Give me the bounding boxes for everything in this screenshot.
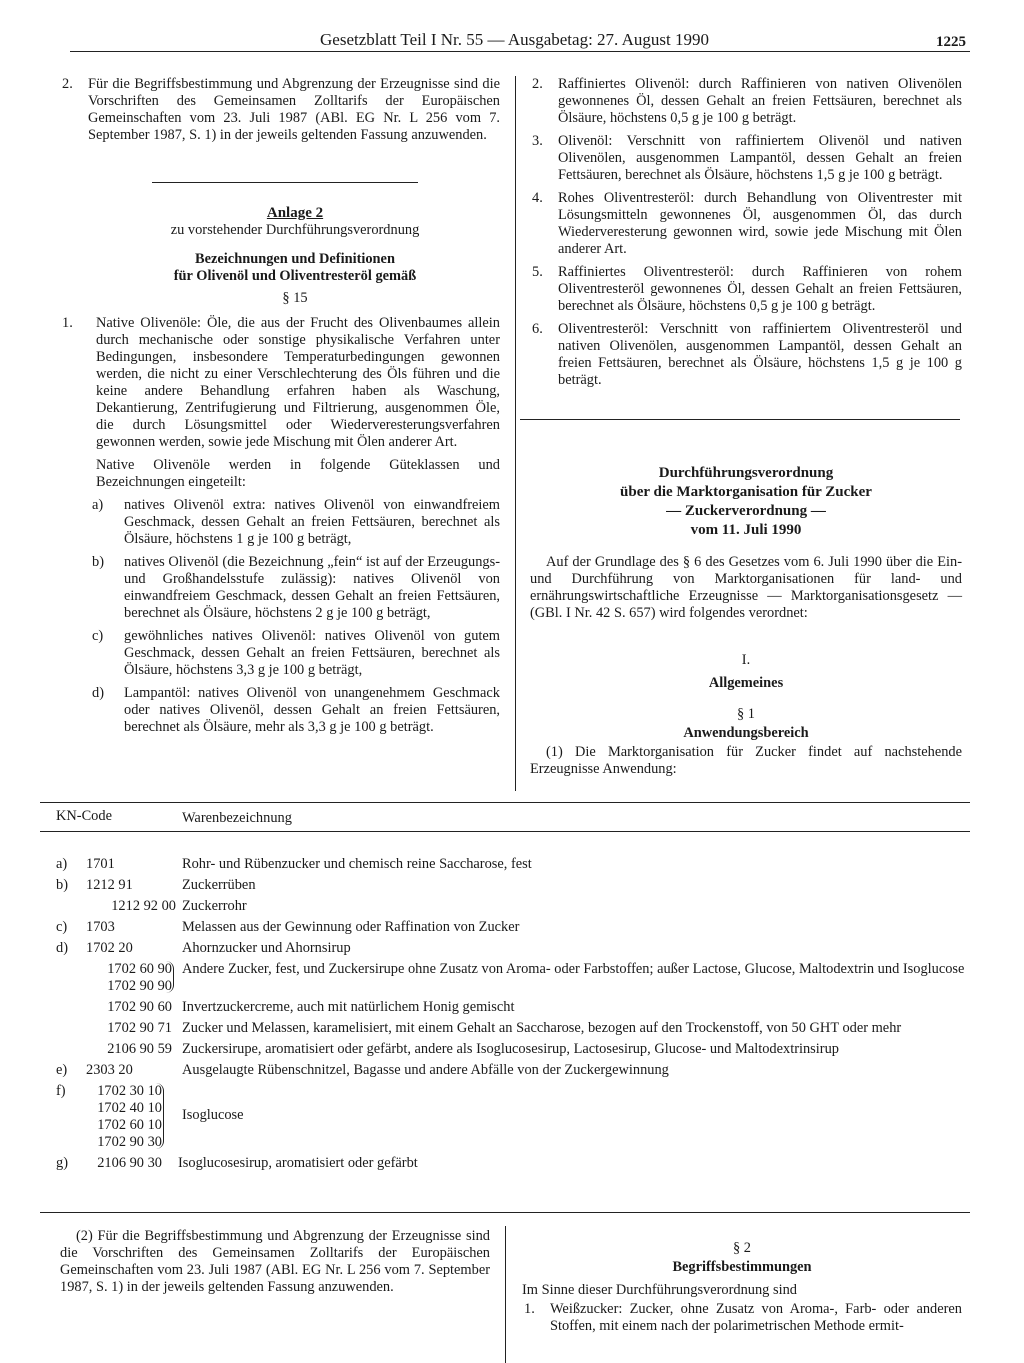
row-code: 2106 90 30: [97, 1155, 162, 1171]
gazette-title: Gesetzblatt Teil I Nr. 55 — Ausgabetag: 27. August 1990: [320, 30, 709, 49]
divider: [152, 182, 418, 183]
list-item: [530, 76, 962, 127]
item-text: Weißzucker: Zucker, ohne Zusatz von Aroma-, Farb- oder anderen Stoffen, mit einem nach der polarimetrischen Methode ermit-: [550, 1301, 962, 1334]
section-title: Allgemeines: [708, 675, 784, 691]
table-body: [40, 856, 970, 1176]
row-code: 1702 90 71: [107, 1020, 172, 1036]
row-description: Ahornzucker und Ahornsirup: [182, 940, 351, 956]
row-code: 1702 60 90: [107, 961, 172, 977]
decree-title-line1: Durchführungsverordnung: [658, 465, 834, 481]
row-code: 1702 40 10: [97, 1100, 162, 1116]
bottom-left-column: [60, 1228, 490, 1302]
item-text: Raffiniertes Oliventresteröl: durch Raffinieren von rohem Oliventresteröl gewonnenes Öl, dessen Gehalt an freien Fettsäuren, berechnet als Ölsäure, höchstens 0,5 g je 100 g beträgt.: [558, 264, 962, 314]
row-code: 1702 90 60: [107, 999, 172, 1015]
brace-icon: [156, 1083, 164, 1149]
product-table: [40, 802, 970, 1171]
sub-item-letter: d): [92, 685, 104, 701]
anlage-heading: [60, 205, 500, 239]
row-code: 1212 91: [86, 877, 133, 893]
row-codes: [72, 999, 172, 1016]
row-code: 1702 90 30: [97, 1134, 162, 1150]
column-divider: [515, 76, 516, 791]
row-letter: g): [56, 1155, 68, 1171]
row-code: 1702 60 10: [97, 1117, 162, 1133]
row-codes: [86, 877, 186, 894]
item-number: 3.: [532, 133, 543, 149]
list-item: [60, 315, 500, 491]
row-description: Ausgelaugte Rübenschnitzel, Bagasse und andere Abfälle von der Zuckergewinnung: [182, 1062, 669, 1078]
column-header-description: Warenbezeichnung: [182, 810, 292, 826]
row-letter: c): [56, 919, 68, 935]
item-number: 5.: [532, 264, 543, 280]
table-row: [40, 919, 970, 936]
table-row: [40, 1041, 970, 1058]
row-description: Zucker und Melassen, karamelisiert, mit einem Gehalt an Saccharose, bezogen auf den Trockenstoff, von 50 GHT oder mehr: [182, 1020, 902, 1036]
sub-item-text: natives Olivenöl extra: natives Olivenöl von einwandfreiem Geschmack, dessen Gehalt an freien Fettsäuren, berechnet als Ölsäure, höchstens 1 g je 100 g beträgt,: [124, 497, 500, 547]
row-codes: [86, 919, 186, 936]
table-row: [40, 877, 970, 894]
item-text: Olivenöl: Verschnitt von raffiniertem Olivenöl und nativen Olivenölen, ausgenommen Lampantöl, dessen Gehalt an freien Fettsäuren, berechnet als Ölsäure, höchstens 1,5 g je 100 g beträgt.: [558, 133, 962, 183]
definitions-title-line1: Bezeichnungen und Definitionen: [195, 251, 395, 267]
definitions-heading: [60, 251, 500, 285]
item-number: 2.: [532, 76, 543, 92]
row-description: Zuckerrohr: [182, 898, 247, 914]
row-codes: [76, 898, 176, 915]
row-codes: [62, 1155, 162, 1172]
anlage-subtitle: zu vorstehender Durchführungsverordnung: [170, 222, 420, 238]
item-number: 1.: [62, 315, 73, 331]
section-marker: § 15: [282, 290, 308, 306]
paragraph-text: (2) Für die Begriffsbestimmung und Abgrenzung der Erzeugnisse sind die Vorschriften des Gemeinsamen Zolltarifs der Europäischen Gemeinschaften vom 23. Juli 1987 (ABl. EG Nr. L 256 vom 7. September 1987, S. 1) in der jeweils geltenden Fassung anzuwenden.: [60, 1228, 490, 1295]
paragraph-marker: § 2: [733, 1240, 751, 1256]
decree-title-line2: über die Marktorganisation für Zucker: [620, 484, 872, 500]
brace-icon: [166, 961, 174, 993]
sub-item-letter: c): [92, 628, 104, 644]
row-code: 1702 20: [86, 940, 133, 956]
row-codes: [72, 1020, 172, 1037]
row-description: Rohr- und Rübenzucker und chemisch reine Saccharose, fest: [182, 856, 532, 872]
row-description: Andere Zucker, fest, und Zuckersirupe ohne Zusatz von Aroma- oder Farbstoffen; außer Lactose, Glucose, Maltodextrin und Isoglucose: [182, 961, 965, 977]
list-item: [522, 1301, 962, 1335]
row-code: 1701: [86, 856, 115, 872]
row-description: Melassen aus der Gewinnung oder Raffination von Zucker: [182, 919, 520, 935]
row-code: 2106 90 59: [107, 1041, 172, 1057]
bottom-right-column: [522, 1228, 962, 1337]
list-item: [530, 321, 962, 389]
row-letter: d): [56, 940, 68, 956]
item-text: Native Olivenöle: Öle, die aus der Frucht des Olivenbaumes allein durch mechanische oder sonstige physikalische Verfahren unter Bedingungen, insbesondere Temperaturbedingungen gewonnen werden, die nicht zu einer Verschlechterung des Öls führen und die keine andere Behandlung erfahren haben als Waschung, Dekantierung, Zentrifugierung und Filtrierung, ausgenommen Öle, die durch Lösungsmittel oder Wiederveresterungsverfahren gewonnen werden, sowie jede Mischung mit Ölen anderer Art.: [96, 315, 500, 450]
section-number: I.: [741, 652, 751, 668]
sub-item-text: gewöhnliches natives Olivenöl: natives Olivenöl von gutem Geschmack, dessen Gehalt an freien Fettsäuren, berechnet als Ölsäure, höchstens 3,3 g je 100 g beträgt,: [124, 628, 500, 678]
anlage-title: Anlage 2: [266, 205, 324, 221]
row-codes: [72, 1041, 172, 1058]
sub-item: [60, 497, 500, 548]
item-number: 1.: [524, 1301, 535, 1317]
row-codes: [62, 1083, 162, 1151]
table-row: [40, 1020, 970, 1037]
sub-item: [60, 554, 500, 622]
row-codes: [86, 940, 186, 957]
item-text: Raffiniertes Olivenöl: durch Raffinieren von nativen Olivenölen gewonnenes Öl, dessen Gehalt an freien Fettsäuren, berechnet als Ölsäure, höchstens 0,5 g je 100 g beträgt.: [558, 76, 962, 126]
item-number: 4.: [532, 190, 543, 206]
list-item: [530, 190, 962, 258]
paragraph-title: Anwendungsbereich: [683, 725, 809, 741]
sub-item-letter: b): [92, 554, 104, 570]
table-header: [40, 802, 970, 832]
page-header: [70, 30, 970, 52]
sub-item-text: Lampantöl: natives Olivenöl von unangenehmem Geschmack oder natives Olivenöl, dessen Gehalt an freien Fettsäuren, berechnet als Ölsäure, mehr als 3,3 g je 100 g beträgt.: [124, 685, 500, 735]
row-code: 1702 90 90: [107, 978, 172, 994]
right-column: [530, 76, 962, 784]
item-text: Rohes Oliventresteröl: durch Behandlung von Oliventrester mit Lösungsmitteln gewonnenes Öl, ausgenommen Öl, das durch Wiederveresterung gewonnen wird, sowie jede Mischung mit Ölen anderer Art.: [558, 190, 962, 257]
paragraph-text: (1) Die Marktorganisation für Zucker findet auf nachstehende Erzeugnisse Anwendung:: [530, 744, 962, 777]
item-text: Für die Begriffsbestimmung und Abgrenzung der Erzeugnisse sind die Vorschriften des Gemeinsamen Zolltarifs der Europäischen Gemeinschaften vom 23. Juli 1987 (ABl. EG Nr. L 256 vom 7. September 1987, S. 1) in der jeweils geltenden Fassung anzuwenden.: [88, 76, 500, 143]
table-row: [40, 856, 970, 873]
row-letter: a): [56, 856, 68, 872]
table-row: [40, 999, 970, 1016]
column-header-code: KN-Code: [56, 808, 112, 824]
paragraph-intro: Im Sinne dieser Durchführungsverordnung sind: [522, 1282, 797, 1298]
list-item: [60, 76, 500, 144]
sub-item-letter: a): [92, 497, 104, 513]
item-number: 6.: [532, 321, 543, 337]
left-column: [60, 76, 500, 742]
row-letter: b): [56, 877, 68, 893]
decree-heading: [530, 464, 962, 540]
decree-intro: Auf der Grundlage des § 6 des Gesetzes vom 6. Juli 1990 über die Ein- und Durchführung von Marktorganisationen für land- und ernährungswirtschaftliche Erzeugnisse — Marktorganisationsgesetz — (GBl. I Nr. 42 S. 657) wird folgendes verordnet:: [530, 554, 962, 621]
table-row: [40, 961, 970, 995]
row-letter: f): [56, 1083, 66, 1099]
table-row: [40, 940, 970, 957]
divider: [520, 419, 960, 420]
table-row: [40, 1155, 970, 1172]
item-number: 2.: [62, 76, 73, 92]
row-code: 1703: [86, 919, 115, 935]
row-codes: [86, 1062, 186, 1079]
row-description: Zuckerrüben: [182, 877, 256, 893]
table-bottom-rule: [40, 1212, 970, 1213]
column-divider: [505, 1226, 506, 1363]
decree-title-line4: vom 11. Juli 1990: [690, 522, 802, 538]
definitions-title-line2: für Olivenöl und Oliventresteröl gemäß: [173, 268, 417, 284]
row-code: 2303 20: [86, 1062, 133, 1078]
decree-title-line3: — Zuckerverordnung —: [666, 503, 826, 519]
item-text: Oliventresteröl: Verschnitt von raffiniertem Oliventresteröl und nativen Olivenölen, ausgenommen Lampantöl, dessen Gehalt an freien Fettsäuren, berechnet als Ölsäure, höchstens 1,5 g je 100 g beträgt.: [558, 321, 962, 388]
sub-item-text: natives Olivenöl (die Bezeichnung „fein“ ist auf der Erzeugungs- und Großhandelsstufe zulässig): natives Olivenöl von einwandfreiem Geschmack, dessen Gehalt an freien Fettsäuren, berechnet als Ölsäure, höchstens 2 g je 100 g beträgt,: [124, 554, 500, 621]
row-codes: [72, 961, 172, 995]
row-code: 1702 30 10: [97, 1083, 162, 1099]
row-description: Zuckersirupe, aromatisiert oder gefärbt, andere als Isoglucosesirup, Lactosesirup, Glucose- und Maltodextrinsirup: [182, 1041, 839, 1057]
paragraph-marker: § 1: [737, 706, 755, 722]
item-paragraph: Native Olivenöle werden in folgende Güteklassen und Bezeichnungen eingeteilt:: [96, 457, 500, 490]
sub-item: [60, 685, 500, 736]
row-description: Invertzuckercreme, auch mit natürlichem Honig gemischt: [182, 999, 515, 1015]
table-row: [40, 898, 970, 915]
list-item: [530, 264, 962, 315]
row-codes: [86, 856, 186, 873]
paragraph-title: Begriffsbestimmungen: [672, 1259, 812, 1275]
row-letter: e): [56, 1062, 68, 1078]
table-row: [40, 1062, 970, 1079]
list-item: [530, 133, 962, 184]
row-code: 1212 92 00: [111, 898, 176, 914]
row-description: Isoglucose: [182, 1107, 244, 1123]
table-row: [40, 1083, 970, 1151]
page-number: 1225: [936, 34, 966, 50]
sub-item: [60, 628, 500, 679]
row-description: Isoglucosesirup, aromatisiert oder gefärbt: [178, 1155, 418, 1171]
